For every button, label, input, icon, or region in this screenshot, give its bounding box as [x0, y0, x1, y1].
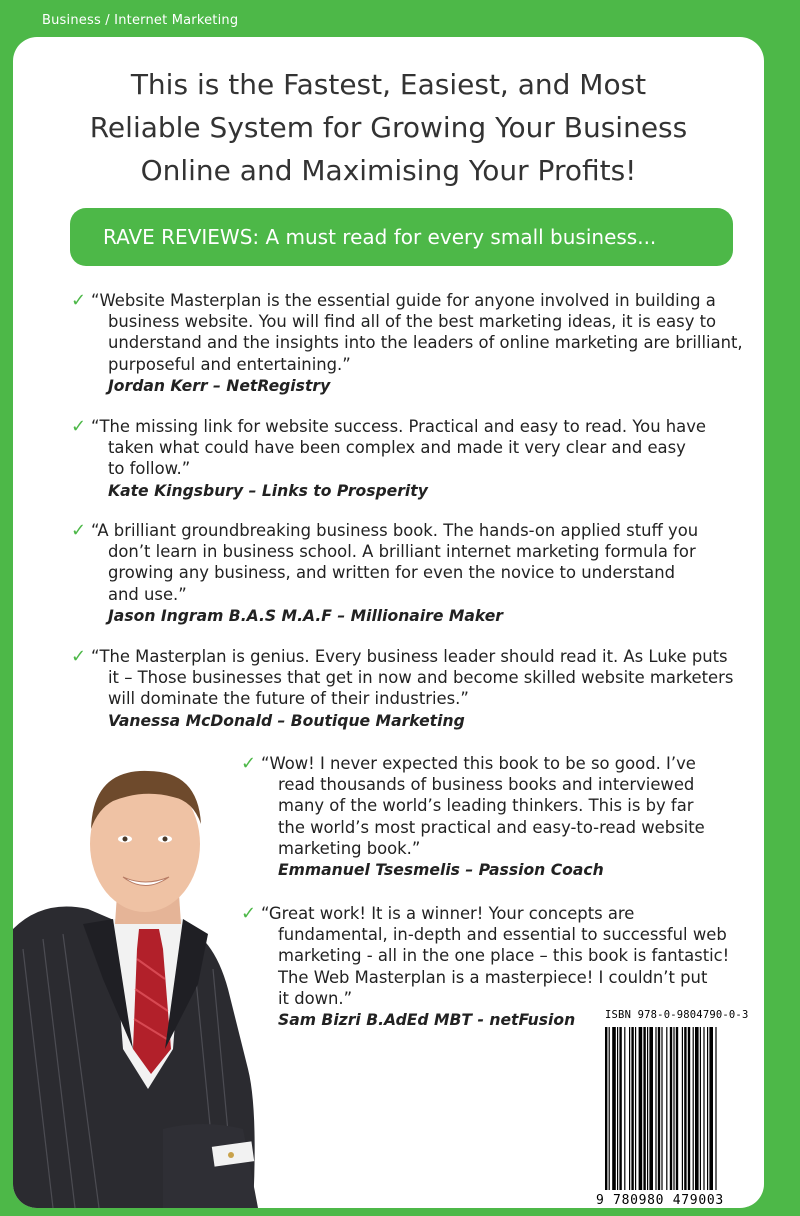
review-author: Jason Ingram B.A.S M.A.F – Millionaire Maker: [108, 606, 503, 625]
author-photo: [13, 749, 273, 1208]
barcode-bar: [605, 1027, 607, 1190]
quote-line: and use.”: [108, 584, 187, 604]
review-quote: [241, 753, 761, 859]
check-icon: ✓: [71, 520, 87, 541]
review-author: Kate Kingsbury – Links to Prosperity: [108, 481, 428, 500]
headline-line-3: Online and Maximising Your Profits!: [140, 154, 637, 187]
barcode-bar: [619, 1027, 621, 1190]
review-item: [71, 290, 751, 397]
barcode-bar: [703, 1027, 704, 1190]
quote-line: understand and the insights into the leaders of online marketing are brilliant,: [108, 333, 743, 353]
barcode-bar: [707, 1027, 708, 1190]
barcode-bar: [693, 1027, 694, 1190]
barcode-bar: [695, 1027, 699, 1190]
barcode-bar: [715, 1027, 716, 1190]
quote-line: “Wow! I never expected this book to be so good. I’ve: [261, 754, 696, 773]
barcode-bar: [661, 1027, 662, 1190]
back-cover-panel: [13, 37, 764, 1208]
quote-line: it down.”: [278, 988, 353, 1008]
review-author: Sam Bizri B.AdEd MBT - netFusion: [278, 1011, 576, 1030]
barcode-bar: [655, 1027, 656, 1190]
barcode-bar: [617, 1027, 618, 1190]
barcode-digits: 9 780980 479003: [596, 1193, 724, 1208]
quote-line: purposeful and entertaining.”: [108, 354, 351, 374]
quote-line: to follow.”: [108, 459, 191, 479]
check-icon: ✓: [241, 753, 257, 774]
barcode-bar: [639, 1027, 643, 1190]
barcode-bar: [647, 1027, 648, 1190]
barcode-bar: [643, 1027, 645, 1190]
barcode-bar: [684, 1027, 686, 1190]
quote-line: “The Masterplan is genius. Every business leader should read it. As Luke puts: [91, 647, 728, 666]
quote-line: The Web Masterplan is a masterpiece! I couldn’t put: [278, 967, 708, 987]
quote-line: marketing - all in the one place – this book is fantastic!: [278, 946, 730, 966]
quote-line: read thousands of business books and interviewed: [278, 775, 695, 795]
barcode-bar: [635, 1027, 636, 1190]
check-icon: ✓: [241, 903, 257, 924]
quote-line: “Great work! It is a winner! Your concepts are: [261, 904, 635, 923]
barcode-bar: [624, 1027, 625, 1190]
quote-line: will dominate the future of their industries.”: [108, 689, 469, 709]
quote-line: fundamental, in-depth and essential to successful web: [278, 925, 727, 945]
check-icon: ✓: [71, 290, 87, 311]
review-item: [241, 753, 761, 881]
check-icon: ✓: [71, 646, 87, 667]
isbn-label: ISBN 978-0-9804790-0-3: [605, 1009, 749, 1021]
headline-line-1: This is the Fastest, Easiest, and Most: [130, 68, 647, 101]
barcode-bar: [666, 1027, 667, 1190]
quote-line: many of the world’s leading thinkers. This is by far: [278, 796, 694, 816]
review-item: [71, 416, 751, 502]
review-item: [71, 520, 751, 627]
quote-line: the world’s most practical and easy-to-read website: [278, 817, 705, 837]
quote-line: business website. You will find all of the best marketing ideas, it is easy to: [108, 312, 717, 332]
barcode-bar: [709, 1027, 713, 1190]
quote-line: marketing book.”: [278, 838, 421, 858]
barcode-bar: [673, 1027, 674, 1190]
quote-line: taken what could have been complex and made it very clear and easy: [108, 438, 686, 458]
review-quote: [71, 520, 751, 605]
barcode-bar: [688, 1027, 690, 1190]
quote-line: “The missing link for website success. Practical and easy to read. You have: [91, 417, 707, 436]
barcode-bar: [670, 1027, 672, 1190]
review-quote: [71, 416, 751, 480]
barcode-bar: [609, 1027, 610, 1190]
barcode: [603, 1027, 755, 1190]
category-label: Business / Internet Marketing: [42, 13, 239, 28]
barcode-bar: [682, 1027, 683, 1190]
quote-line: “Website Masterplan is the essential guide for anyone involved in building a: [91, 291, 716, 310]
barcode-bar: [658, 1027, 660, 1190]
rave-reviews-banner: RAVE REVIEWS: A must read for every small business...: [70, 208, 733, 266]
quote-line: “A brilliant groundbreaking business book. The hands-on applied stuff you: [91, 521, 699, 540]
quote-line: growing any business, and written for even the novice to understand: [108, 563, 676, 583]
review-author: Vanessa McDonald – Boutique Marketing: [108, 711, 465, 730]
quote-line: it – Those businesses that get in now and become skilled website marketers: [108, 668, 734, 688]
barcode-bar: [631, 1027, 633, 1190]
check-icon: ✓: [71, 416, 87, 437]
review-item: [71, 646, 761, 732]
review-quote: [71, 290, 751, 375]
review-author: Jordan Kerr – NetRegistry: [108, 376, 331, 395]
barcode-bar: [700, 1027, 701, 1190]
review-quote: [71, 646, 761, 710]
barcode-bar: [676, 1027, 678, 1190]
barcode-bar: [629, 1027, 630, 1190]
quote-line: don’t learn in business school. A brilliant internet marketing formula for: [108, 542, 696, 562]
headline-line-2: Reliable System for Growing Your Business: [89, 111, 688, 144]
headline: [13, 63, 764, 192]
review-quote: [241, 903, 761, 1009]
review-author: Emmanuel Tsesmelis – Passion Coach: [278, 861, 604, 880]
barcode-bar: [649, 1027, 653, 1190]
barcode-bar: [612, 1027, 616, 1190]
